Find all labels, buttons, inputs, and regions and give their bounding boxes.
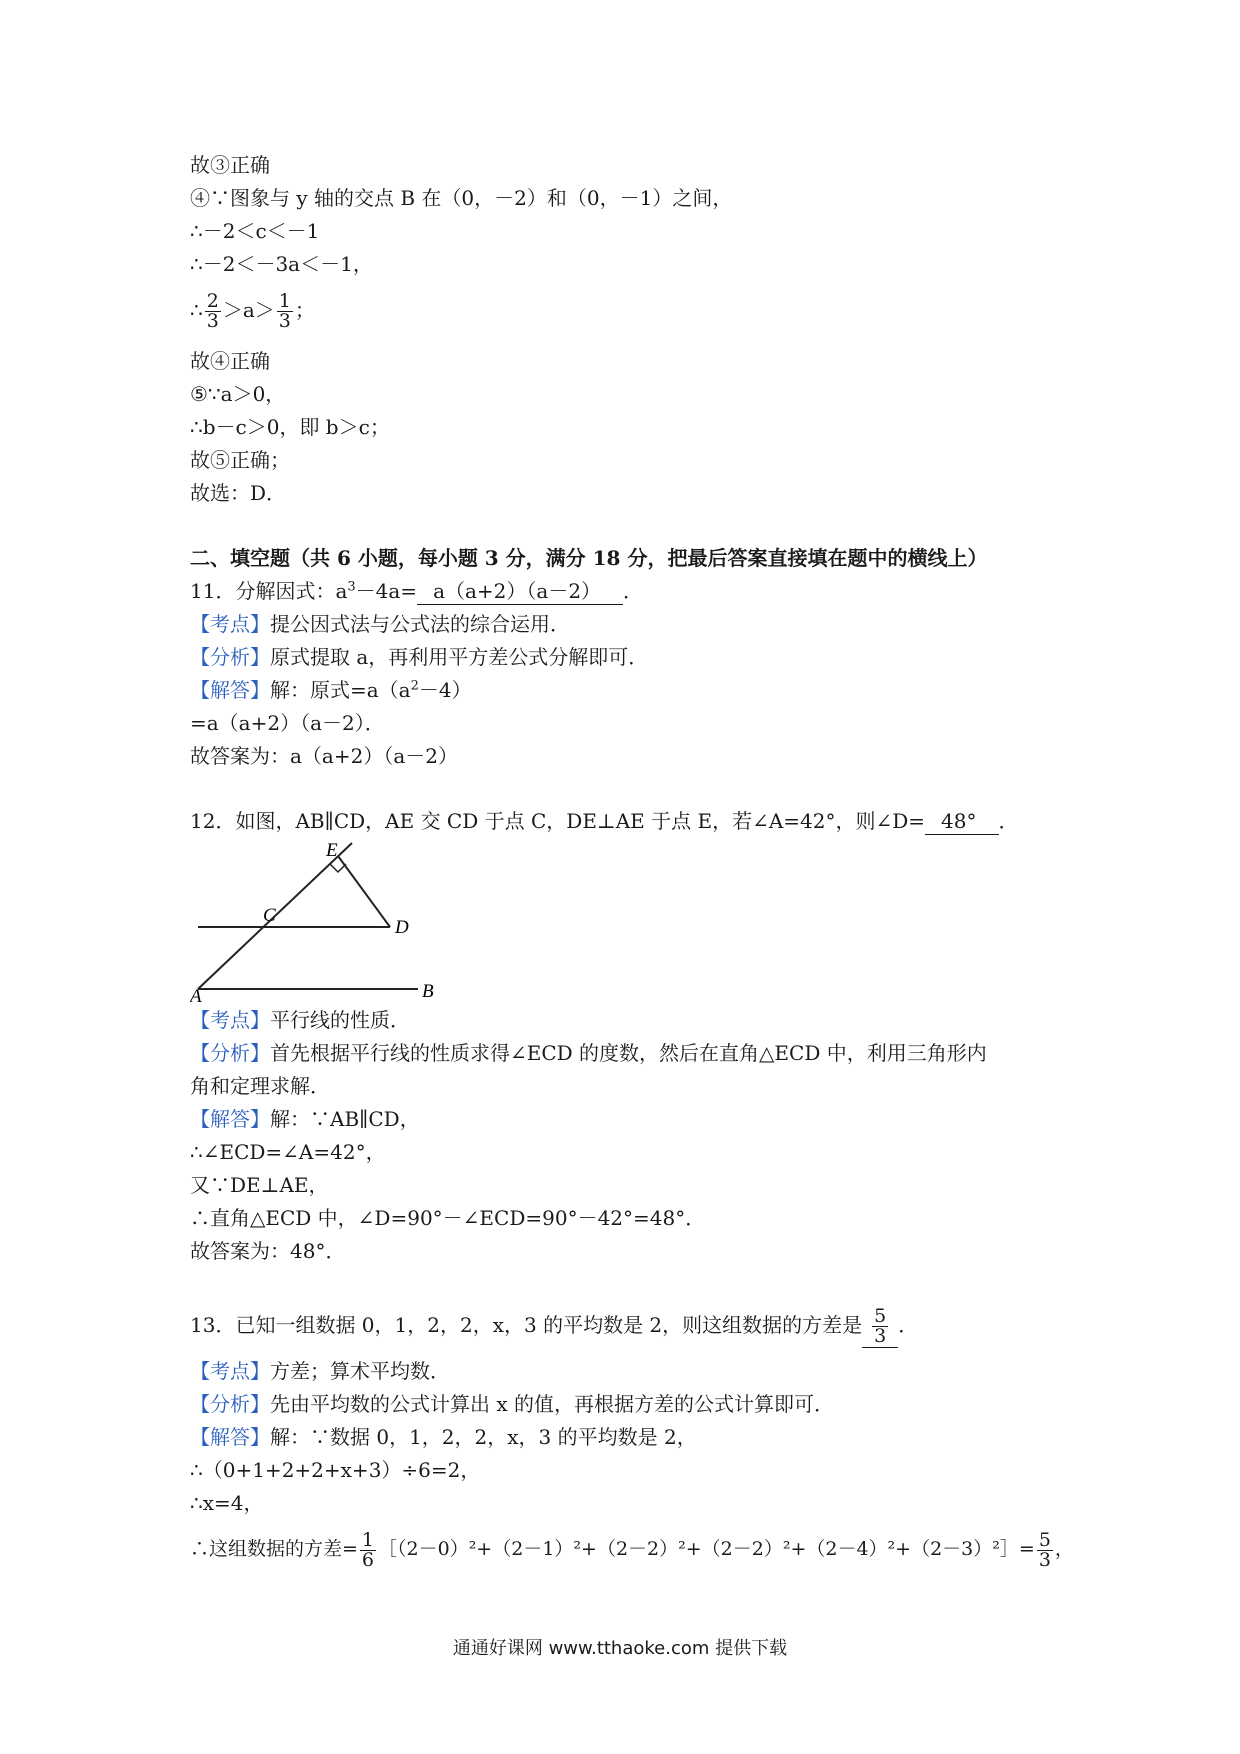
- question-13-stem: [190, 1303, 918, 1348]
- kaodian-line: [190, 1007, 410, 1033]
- fenxi-tag: 【分析】: [190, 1041, 270, 1065]
- answer-blank: [862, 1303, 898, 1348]
- denominator: 3: [1038, 1548, 1051, 1571]
- fenxi-text: 首先根据平行线的性质求得∠ECD 的度数，然后在直角△ECD 中，利用三角形内: [270, 1041, 987, 1065]
- text-line: ∴∠ECD=∠A=42°，: [190, 1140, 386, 1164]
- text-line: 故③正确: [190, 153, 270, 177]
- punctuation: ；: [294, 298, 315, 322]
- text-line: 故④正确: [190, 349, 270, 373]
- text-line: =a（a+2）（a－2）．: [190, 711, 385, 735]
- label-b: B: [422, 981, 434, 1002]
- text-line: ④∵图象与 y 轴的交点 B 在（0，－2）和（0，－1）之间，: [190, 186, 733, 210]
- variance-text: ∴这组数据的方差=: [190, 1538, 358, 1560]
- punctuation: ．: [898, 1313, 919, 1337]
- numerator: 1: [278, 290, 291, 312]
- label-a: A: [190, 986, 202, 1007]
- jieda-tag: 【解答】: [190, 1107, 270, 1131]
- fraction: [872, 1307, 888, 1346]
- label-c: C: [263, 905, 276, 926]
- label-d: D: [395, 917, 409, 938]
- answer-blank: a（a+2）（a－2）: [417, 578, 623, 605]
- stem-text: 11．分解因式：a: [190, 579, 348, 603]
- inequality-middle: ＞a＞: [222, 298, 275, 322]
- text-line: 故答案为：a（a+2）（a－2）: [190, 744, 458, 768]
- inequality-line: [190, 288, 315, 332]
- fenxi-tag: 【分析】: [190, 645, 270, 669]
- jieda-line: [190, 1106, 420, 1132]
- punctuation: ．: [623, 579, 644, 603]
- jieda-line: [190, 677, 472, 703]
- geometry-figure: [190, 837, 450, 1007]
- text-line: ∴－2＜c＜－1: [190, 219, 320, 243]
- variance-expression: ［（2－0）²+（2－1）²+（2－2）²+（2－2）²+（2－4）²+（2－3）²］=: [378, 1538, 1035, 1560]
- numerator: 5: [874, 1305, 887, 1327]
- jieda-text: 解：∵数据 0，1，2，2，x，3 的平均数是 2，: [270, 1425, 697, 1449]
- text-line: 又∵DE⊥AE，: [190, 1173, 329, 1197]
- jieda-text: －4）: [418, 678, 472, 702]
- jieda-text: 解：原式=a（a: [270, 678, 411, 702]
- kaodian-line: [190, 611, 570, 637]
- kaodian-text: 提公因式法与公式法的综合运用．: [270, 612, 570, 636]
- denominator: 6: [361, 1548, 375, 1571]
- numerator: 5: [1038, 1528, 1051, 1551]
- stem-text: －4a=: [355, 579, 418, 603]
- text-line: ∴直角△ECD 中，∠D=90°－∠ECD=90°－42°=48°．: [190, 1206, 706, 1230]
- jieda-tag: 【解答】: [190, 678, 270, 702]
- punctuation: ．: [998, 809, 1019, 833]
- text-line: ∴b－c＞0，即 b＞c；: [190, 415, 390, 439]
- answer-blank: 48°: [925, 808, 998, 835]
- kaodian-text: 方差；算术平均数．: [270, 1359, 450, 1383]
- text-line: ∴x=4，: [190, 1491, 264, 1515]
- kaodian-text: 平行线的性质．: [270, 1008, 410, 1032]
- punctuation: ，: [1054, 1538, 1074, 1560]
- denominator: 3: [278, 310, 291, 332]
- text-line: ⑤∵a＞0，: [190, 382, 286, 406]
- text-line: 故答案为：48°．: [190, 1239, 346, 1263]
- denominator: 3: [206, 310, 219, 332]
- therefore-sign: ∴: [190, 298, 203, 322]
- page-footer: 通通好课网 www.tthaoke.com 提供下载: [452, 1638, 788, 1659]
- text-line: ∴－2＜－3a＜－1，: [190, 252, 373, 276]
- fenxi-text: 先由平均数的公式计算出 x 的值，再根据方差的公式计算即可．: [270, 1392, 834, 1416]
- exponent: 2: [410, 678, 419, 694]
- numerator: 2: [206, 290, 219, 312]
- variance-line: [190, 1527, 1074, 1571]
- question-12-stem: [190, 808, 1019, 835]
- exponent: 3: [347, 579, 356, 595]
- stem-text: 13．已知一组数据 0，1，2，2，x，3 的平均数是 2，则这组数据的方差是: [190, 1313, 863, 1337]
- kaodian-line: [190, 1358, 450, 1384]
- line-de: [338, 856, 390, 927]
- text-line: 角和定理求解．: [190, 1074, 330, 1098]
- jieda-line: [190, 1424, 697, 1450]
- fraction: [277, 292, 293, 331]
- text-line: ∴（0+1+2+2+x+3）÷6=2，: [190, 1458, 481, 1482]
- fraction: [205, 292, 221, 331]
- question-11-stem: [190, 578, 643, 605]
- fenxi-line: [190, 1040, 987, 1066]
- fraction: [1037, 1528, 1053, 1571]
- text-line: 故选：D．: [190, 481, 287, 505]
- fenxi-line: [190, 644, 648, 670]
- fenxi-tag: 【分析】: [190, 1392, 270, 1416]
- label-e: E: [326, 840, 338, 861]
- denominator: 3: [874, 1325, 887, 1347]
- text-line: 故⑤正确；: [190, 448, 290, 472]
- numerator: 1: [361, 1528, 375, 1551]
- fenxi-text: 原式提取 a，再利用平方差公式分解即可．: [270, 645, 649, 669]
- fenxi-line: [190, 1391, 834, 1417]
- jieda-text: 解：∵AB∥CD，: [270, 1107, 420, 1131]
- kaodian-tag: 【考点】: [190, 612, 270, 636]
- section-title: 二、填空题（共 6 小题，每小题 3 分，满分 18 分，把最后答案直接填在题中的横线上）: [190, 546, 988, 570]
- fraction: [360, 1528, 376, 1571]
- jieda-tag: 【解答】: [190, 1425, 270, 1449]
- kaodian-tag: 【考点】: [190, 1359, 270, 1383]
- stem-text: 12．如图，AB∥CD，AE 交 CD 于点 C，DE⊥AE 于点 E，若∠A=42°，则∠D=: [190, 809, 926, 833]
- kaodian-tag: 【考点】: [190, 1008, 270, 1032]
